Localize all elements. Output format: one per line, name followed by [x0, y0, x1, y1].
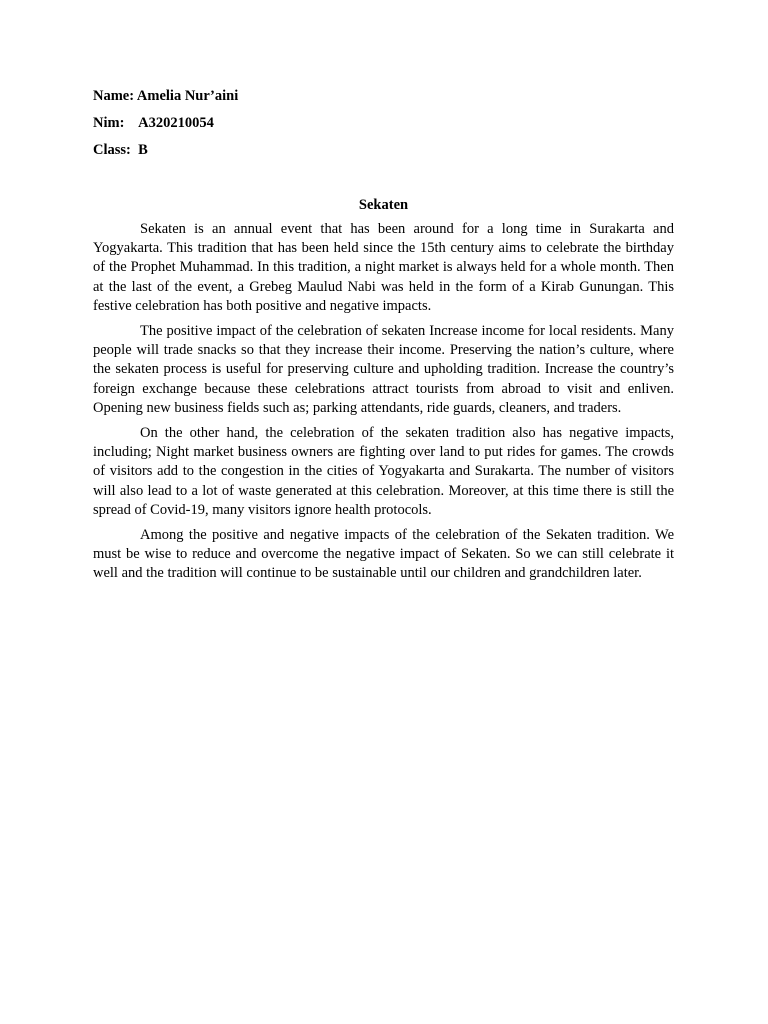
paragraph-intro: Sekaten is an annual event that has been around for a long time in Surakarta and Yogyakarta. This tradition that has been held since the 15th century aims to celebrate the birthday of the Prophet Muhammad. In this tradition, a night market is always held for a whole month. Then at the last of the event, a Grebeg Maulud Nabi was held in the form of a Kirab Gunungan. This festive celebration has both positive and negative impacts.	[93, 221, 674, 314]
document-page	[93, 86, 674, 590]
nim-label: Nim:	[93, 115, 125, 131]
name-label: Name:	[93, 88, 135, 104]
class-line	[93, 140, 674, 160]
document-title: Sekaten	[358, 197, 409, 213]
paragraph-negative-impacts: On the other hand, the celebration of the sekaten tradition also has negative impacts, including; Night market business owners are fighting over land to put rides for games. The crowds of visitors add to the congestion in the cities of Yogyakarta and Surakarta. The number of visitors will also lead to a lot of waste generated at this celebration. Moreover, at this time there is still the spread of Covid-19, many visitors ignore health protocols.	[93, 425, 674, 518]
class-value: B	[138, 142, 148, 158]
paragraph-positive-impacts: The positive impact of the celebration of sekaten Increase income for local residents. Many people will trade snacks so that they increase their income. Preserving the nation’s culture, where the sekaten process is useful for preserving culture and upholding tradition. Increase the country’s foreign exchange because these celebrations attract tourists from abroad to visit and enliven. Opening new business fields such as; parking attendants, ride guards, cleaners, and traders.	[93, 323, 674, 416]
name-line	[93, 86, 674, 106]
class-label: Class:	[93, 142, 131, 158]
nim-line	[93, 113, 674, 133]
paragraph-conclusion: Among the positive and negative impacts of the celebration of the Sekaten tradition. We must be wise to reduce and overcome the negative impact of Sekaten. So we can still celebrate it well and the tradition will continue to be sustainable until our children and grandchildren later.	[93, 527, 674, 582]
name-value: Amelia Nur’aini	[136, 88, 239, 104]
nim-value: A320210054	[138, 115, 214, 131]
